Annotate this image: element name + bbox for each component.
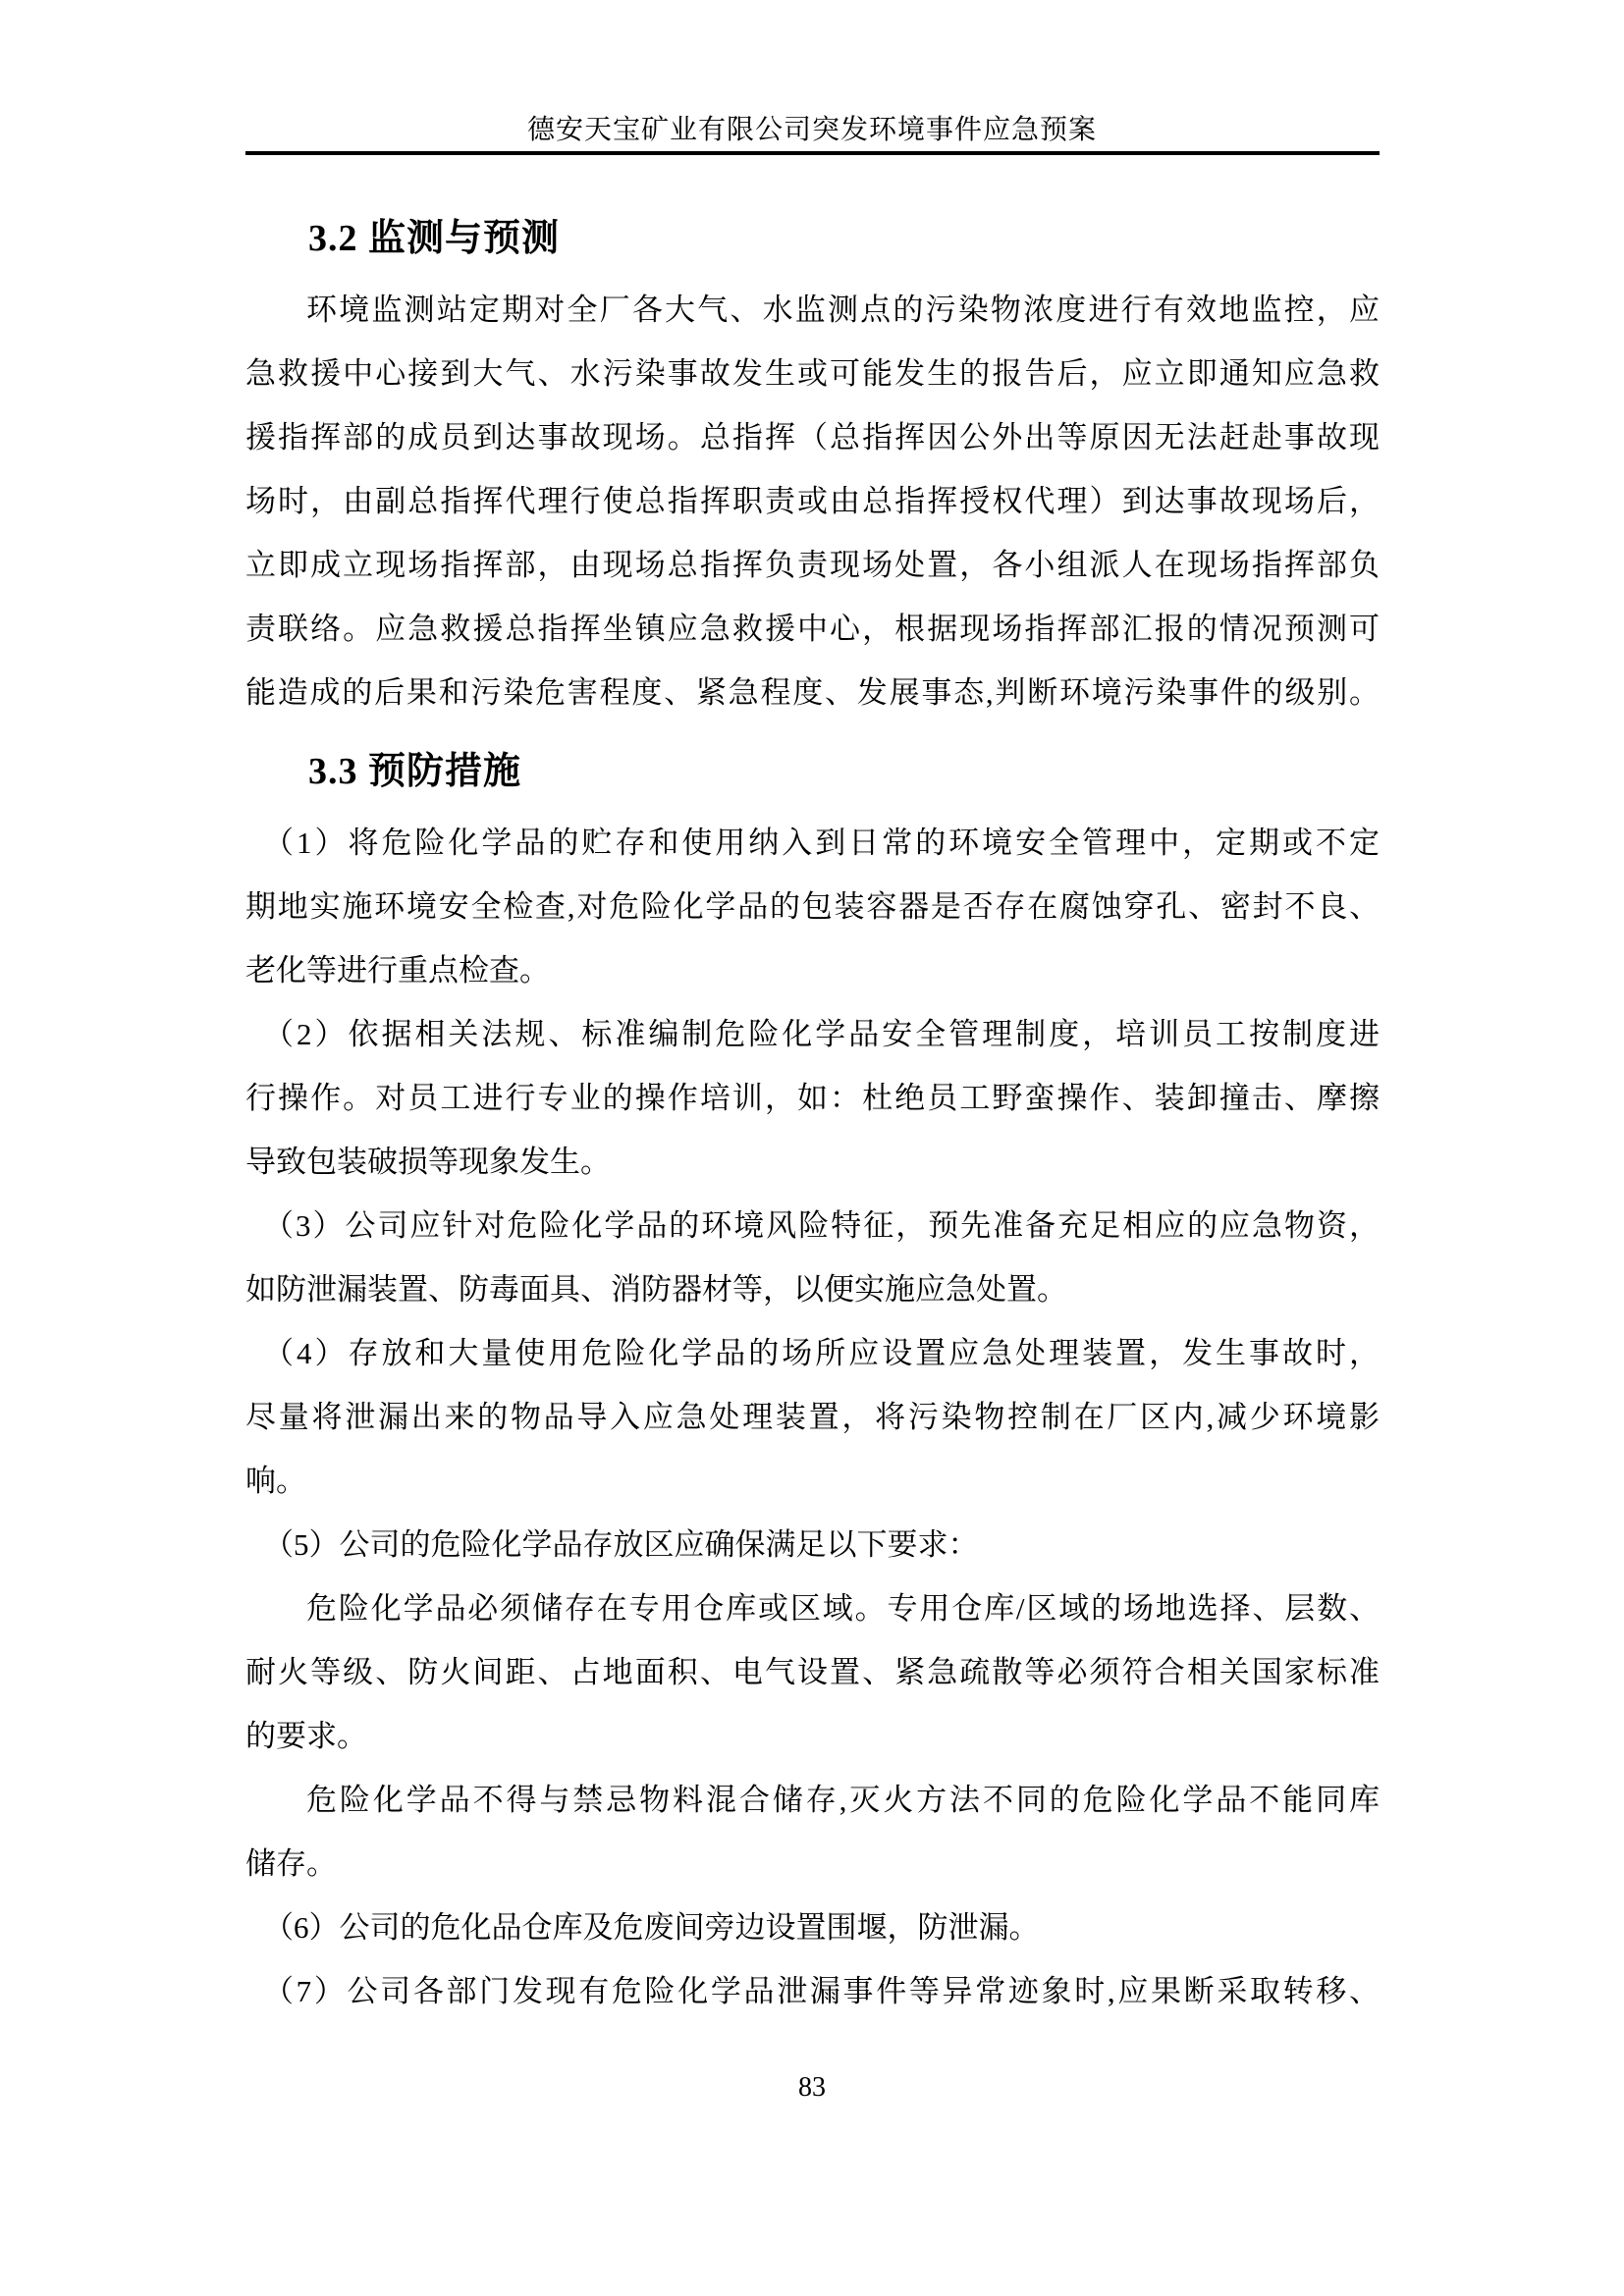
list-item-2 — [245, 1002, 1380, 1194]
paragraph-line: 期地实施环境安全检查,对危险化学品的包装容器是否存在腐蚀穿孔、密封不良、 — [245, 889, 1380, 924]
paragraph-line: （2）依据相关法规、标准编制危险化学品安全管理制度，培训员工按制度进 — [263, 1017, 1380, 1051]
paragraph-line: 尽量将泄漏出来的物品导入应急处理装置，将污染物控制在厂区内,减少环境影 — [245, 1400, 1380, 1434]
paragraph-line: （3）公司应针对危险化学品的环境风险特征，预先准备充足相应的应急物资， — [263, 1208, 1380, 1243]
paragraph-monitoring — [245, 278, 1380, 724]
paragraph-line: 能造成的后果和污染危害程度、紧急程度、发展事态,判断环境污染事件的级别。 — [245, 675, 1380, 710]
list-item-6 — [245, 1896, 1380, 1959]
paragraph-line: （5）公司的危险化学品存放区应确保满足以下要求： — [263, 1527, 979, 1562]
list-item-5 — [245, 1513, 1380, 1576]
paragraph-line: 急救援中心接到大气、水污染事故发生或可能发生的报告后，应立即通知应急救 — [245, 356, 1380, 391]
paragraph-line: 的要求。 — [245, 1719, 367, 1753]
page-number: 83 — [798, 2072, 826, 2103]
paragraph-line: 援指挥部的成员到达事故现场。总指挥（总指挥因公外出等原因无法赶赴事故现 — [245, 420, 1380, 454]
section-heading-3-3: 3.3 预防措施 — [308, 751, 522, 792]
paragraph-line: 责联络。应急救援总指挥坐镇应急救援中心，根据现场指挥部汇报的情况预测可 — [245, 612, 1380, 646]
section-heading-3-2: 3.2 监测与预测 — [308, 218, 561, 259]
paragraph-line: 行操作。对员工进行专业的操作培训，如：杜绝员工野蛮操作、装卸撞击、摩擦 — [245, 1081, 1380, 1115]
list-item-7 — [245, 1959, 1380, 2023]
sub-paragraph-incompatible-storage — [245, 1768, 1380, 1896]
header-rule — [245, 151, 1380, 155]
paragraph-line: 环境监测站定期对全厂各大气、水监测点的污染物浓度进行有效地监控，应 — [306, 293, 1380, 327]
paragraph-line: 危险化学品必须储存在专用仓库或区域。专用仓库/区域的场地选择、层数、 — [306, 1591, 1380, 1626]
paragraph-line: 耐火等级、防火间距、占地面积、电气设置、紧急疏散等必须符合相关国家标准 — [245, 1655, 1380, 1689]
paragraph-line: 储存。 — [245, 1846, 337, 1881]
page-header-title: 德安天宝矿业有限公司突发环境事件应急预案 — [526, 115, 1097, 145]
paragraph-line: （7）公司各部门发现有危险化学品泄漏事件等异常迹象时,应果断采取转移、 — [263, 1974, 1380, 2008]
paragraph-line: （1）将危险化学品的贮存和使用纳入到日常的环境安全管理中，定期或不定 — [263, 826, 1380, 860]
paragraph-line: 响。 — [245, 1464, 306, 1498]
paragraph-line: 危险化学品不得与禁忌物料混合储存,灭火方法不同的危险化学品不能同库 — [306, 1783, 1380, 1817]
paragraph-line: （4）存放和大量使用危险化学品的场所应设置应急处理装置，发生事故时， — [263, 1336, 1380, 1370]
paragraph-line: 老化等进行重点检查。 — [245, 953, 550, 988]
paragraph-line: 立即成立现场指挥部，由现场总指挥负责现场处置，各小组派人在现场指挥部负 — [245, 548, 1380, 582]
list-item-4 — [245, 1321, 1380, 1513]
sub-paragraph-storage-requirements — [245, 1576, 1380, 1768]
list-item-1 — [245, 811, 1380, 1002]
paragraph-line: 导致包装破损等现象发生。 — [245, 1145, 611, 1179]
paragraph-line: （6）公司的危化品仓库及危废间旁边设置围堰，防泄漏。 — [263, 1910, 1040, 1945]
paragraph-line: 场时，由副总指挥代理行使总指挥职责或由总指挥授权代理）到达事故现场后， — [245, 484, 1380, 518]
document-body — [245, 215, 1380, 2023]
list-item-3 — [245, 1194, 1380, 1321]
paragraph-line: 如防泄漏装置、防毒面具、消防器材等，以便实施应急处置。 — [245, 1272, 1067, 1307]
